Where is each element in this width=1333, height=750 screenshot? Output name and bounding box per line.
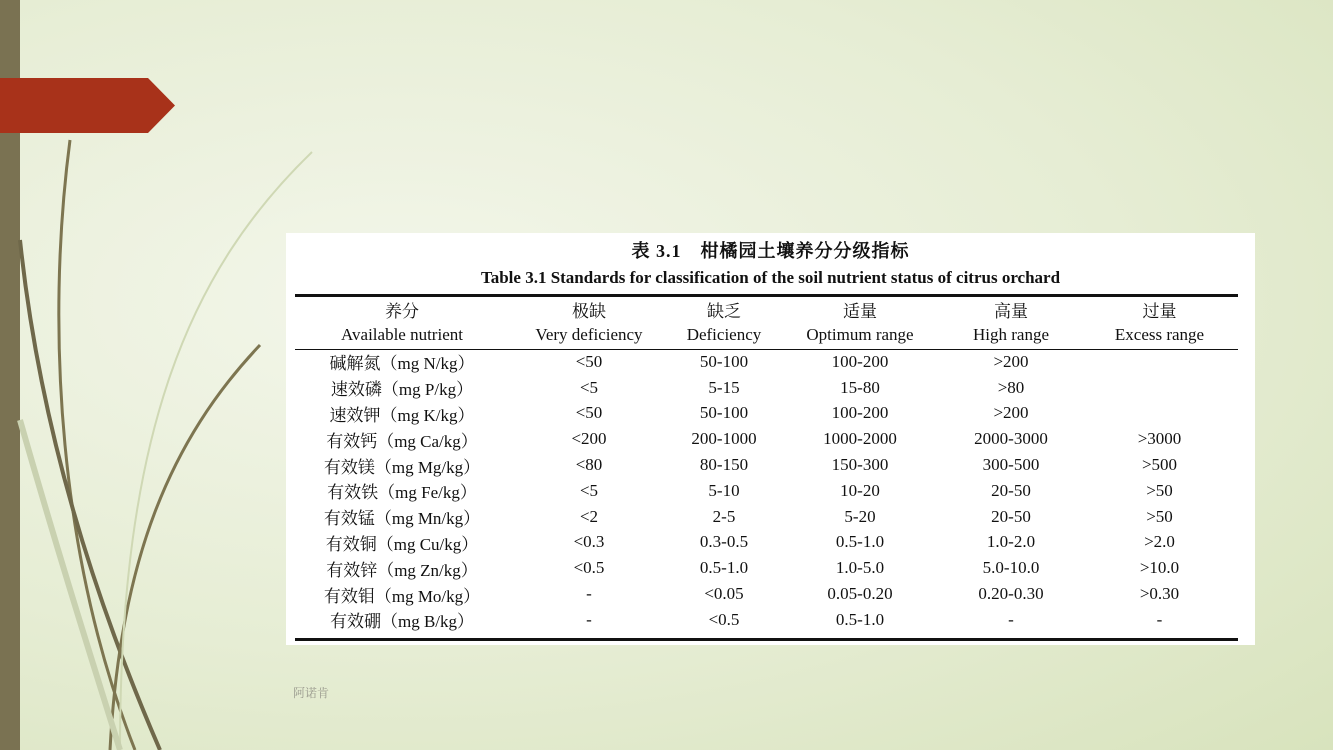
value-cell: 0.5-1.0: [835, 532, 885, 552]
value-cell: 300-500: [982, 455, 1040, 475]
table-bottom-rule: [295, 638, 1238, 641]
table-header-row: [295, 297, 1238, 349]
value-cell: <50: [575, 403, 603, 423]
value-cell: 20-50: [991, 506, 1031, 526]
table-row: [295, 375, 1238, 401]
table-row: [295, 607, 1238, 633]
value-cell: <50: [575, 351, 603, 371]
value-cell: 15-80: [840, 377, 880, 397]
value-cell: <80: [575, 455, 603, 475]
value-cell: >0.30: [1139, 584, 1180, 604]
nutrient-cell: 速效磷（mg P/kg）: [330, 380, 474, 400]
value-cell: -: [586, 609, 592, 629]
value-cell: 5-20: [844, 506, 876, 526]
swoosh-line-5: [20, 420, 120, 750]
title-tab-arrow: [0, 78, 175, 133]
footer-note: 阿诺肯: [293, 686, 330, 700]
nutrient-cell: 有效钼（mg Mo/kg）: [323, 586, 481, 606]
value-cell: <0.5: [573, 558, 605, 578]
header-cn: 极缺: [572, 302, 606, 321]
header-optimum-range: [779, 297, 941, 349]
value-cell: <2: [579, 506, 599, 526]
nutrient-cell: 有效锰（mg Mn/kg）: [323, 509, 481, 529]
value-cell: 1000-2000: [823, 429, 897, 449]
nutrient-cell: 有效铁（mg Fe/kg）: [327, 483, 477, 503]
value-cell: 1.0-2.0: [986, 532, 1036, 552]
value-cell: >200: [993, 403, 1029, 423]
nutrient-cell: 有效铜（mg Cu/kg）: [325, 534, 479, 554]
nutrient-cell: 有效镁（mg Mg/kg）: [323, 457, 481, 477]
table-row: [295, 401, 1238, 427]
value-cell: 150-300: [831, 455, 889, 475]
value-cell: -: [586, 584, 592, 604]
header-cn: 适量: [843, 302, 877, 321]
value-cell: 0.5-1.0: [699, 558, 749, 578]
value-cell: >500: [1141, 455, 1178, 475]
header-available-nutrient: [295, 297, 509, 349]
value-cell: 200-1000: [691, 429, 757, 449]
table-row: [295, 478, 1238, 504]
value-cell: [1081, 401, 1238, 427]
value-cell: 0.5-1.0: [835, 609, 885, 629]
table-row: [295, 581, 1238, 607]
nutrient-cell: 有效硼（mg B/kg）: [329, 612, 475, 632]
table-row: [295, 349, 1238, 375]
value-cell: >3000: [1137, 429, 1182, 449]
value-cell: >2.0: [1144, 532, 1175, 552]
table-caption-chinese: 表 3.1 柑橘园土壤养分分级指标: [631, 241, 910, 261]
header-en: Deficiency: [686, 325, 762, 344]
table-caption-english: Table 3.1 Standards for classification of the soil nutrient status of citrus orchard: [480, 268, 1061, 287]
table-row: [295, 504, 1238, 530]
value-cell: -: [1008, 609, 1014, 629]
value-cell: >10.0: [1139, 558, 1180, 578]
nutrient-cell: 有效锌（mg Zn/kg）: [326, 560, 478, 580]
value-cell: 100-200: [831, 351, 889, 371]
header-en: Very deficiency: [535, 325, 643, 344]
value-cell: <0.5: [708, 609, 740, 629]
header-en: Available nutrient: [341, 325, 463, 344]
value-cell: 2000-3000: [974, 429, 1048, 449]
header-very-deficiency: [509, 297, 669, 349]
table-row: [295, 452, 1238, 478]
value-cell: 80-150: [699, 455, 749, 475]
header-cn: 高量: [994, 302, 1028, 321]
table-row: [295, 555, 1238, 581]
nutrient-classification-table: [295, 297, 1238, 633]
value-cell: <200: [571, 429, 607, 449]
value-cell: 10-20: [840, 480, 880, 500]
header-en: Optimum range: [806, 325, 914, 344]
value-cell: <0.05: [704, 584, 744, 604]
table-row: [295, 530, 1238, 556]
value-cell: >80: [997, 377, 1025, 397]
value-cell: 100-200: [831, 403, 889, 423]
value-cell: <0.3: [573, 532, 605, 552]
value-cell: 5-10: [708, 480, 740, 500]
value-cell: 0.20-0.30: [978, 584, 1044, 604]
header-excess-range: [1081, 297, 1238, 349]
swoosh-line-4: [120, 152, 312, 750]
header-cn: 过量: [1142, 302, 1177, 321]
value-cell: 0.3-0.5: [699, 532, 749, 552]
value-cell: <5: [579, 377, 599, 397]
table-row: [295, 426, 1238, 452]
nutrient-cell: 速效钾（mg K/kg）: [329, 405, 475, 425]
header-cn: 缺乏: [707, 302, 741, 321]
value-cell: >50: [1146, 506, 1173, 526]
value-cell: 5-15: [708, 377, 740, 397]
value-cell: 50-100: [699, 351, 749, 371]
value-cell: <5: [579, 480, 599, 500]
header-deficiency: [669, 297, 779, 349]
header-high-range: [941, 297, 1081, 349]
value-cell: 5.0-10.0: [982, 558, 1040, 578]
nutrient-table-figure: [286, 233, 1255, 645]
nutrient-cell: 有效钙（mg Ca/kg）: [326, 431, 478, 451]
value-cell: [1081, 349, 1238, 375]
value-cell: 20-50: [991, 480, 1031, 500]
header-cn: 养分: [385, 302, 419, 321]
value-cell: >50: [1146, 480, 1173, 500]
header-en: High range: [972, 325, 1049, 344]
value-cell: 1.0-5.0: [835, 558, 885, 578]
value-cell: >200: [993, 351, 1029, 371]
value-cell: -: [1156, 609, 1163, 629]
header-en: Excess range: [1114, 325, 1205, 344]
value-cell: [1081, 375, 1238, 401]
nutrient-cell: 碱解氮（mg N/kg）: [329, 354, 475, 374]
value-cell: 50-100: [699, 403, 749, 423]
value-cell: 0.05-0.20: [827, 584, 893, 604]
value-cell: 2-5: [712, 506, 736, 526]
